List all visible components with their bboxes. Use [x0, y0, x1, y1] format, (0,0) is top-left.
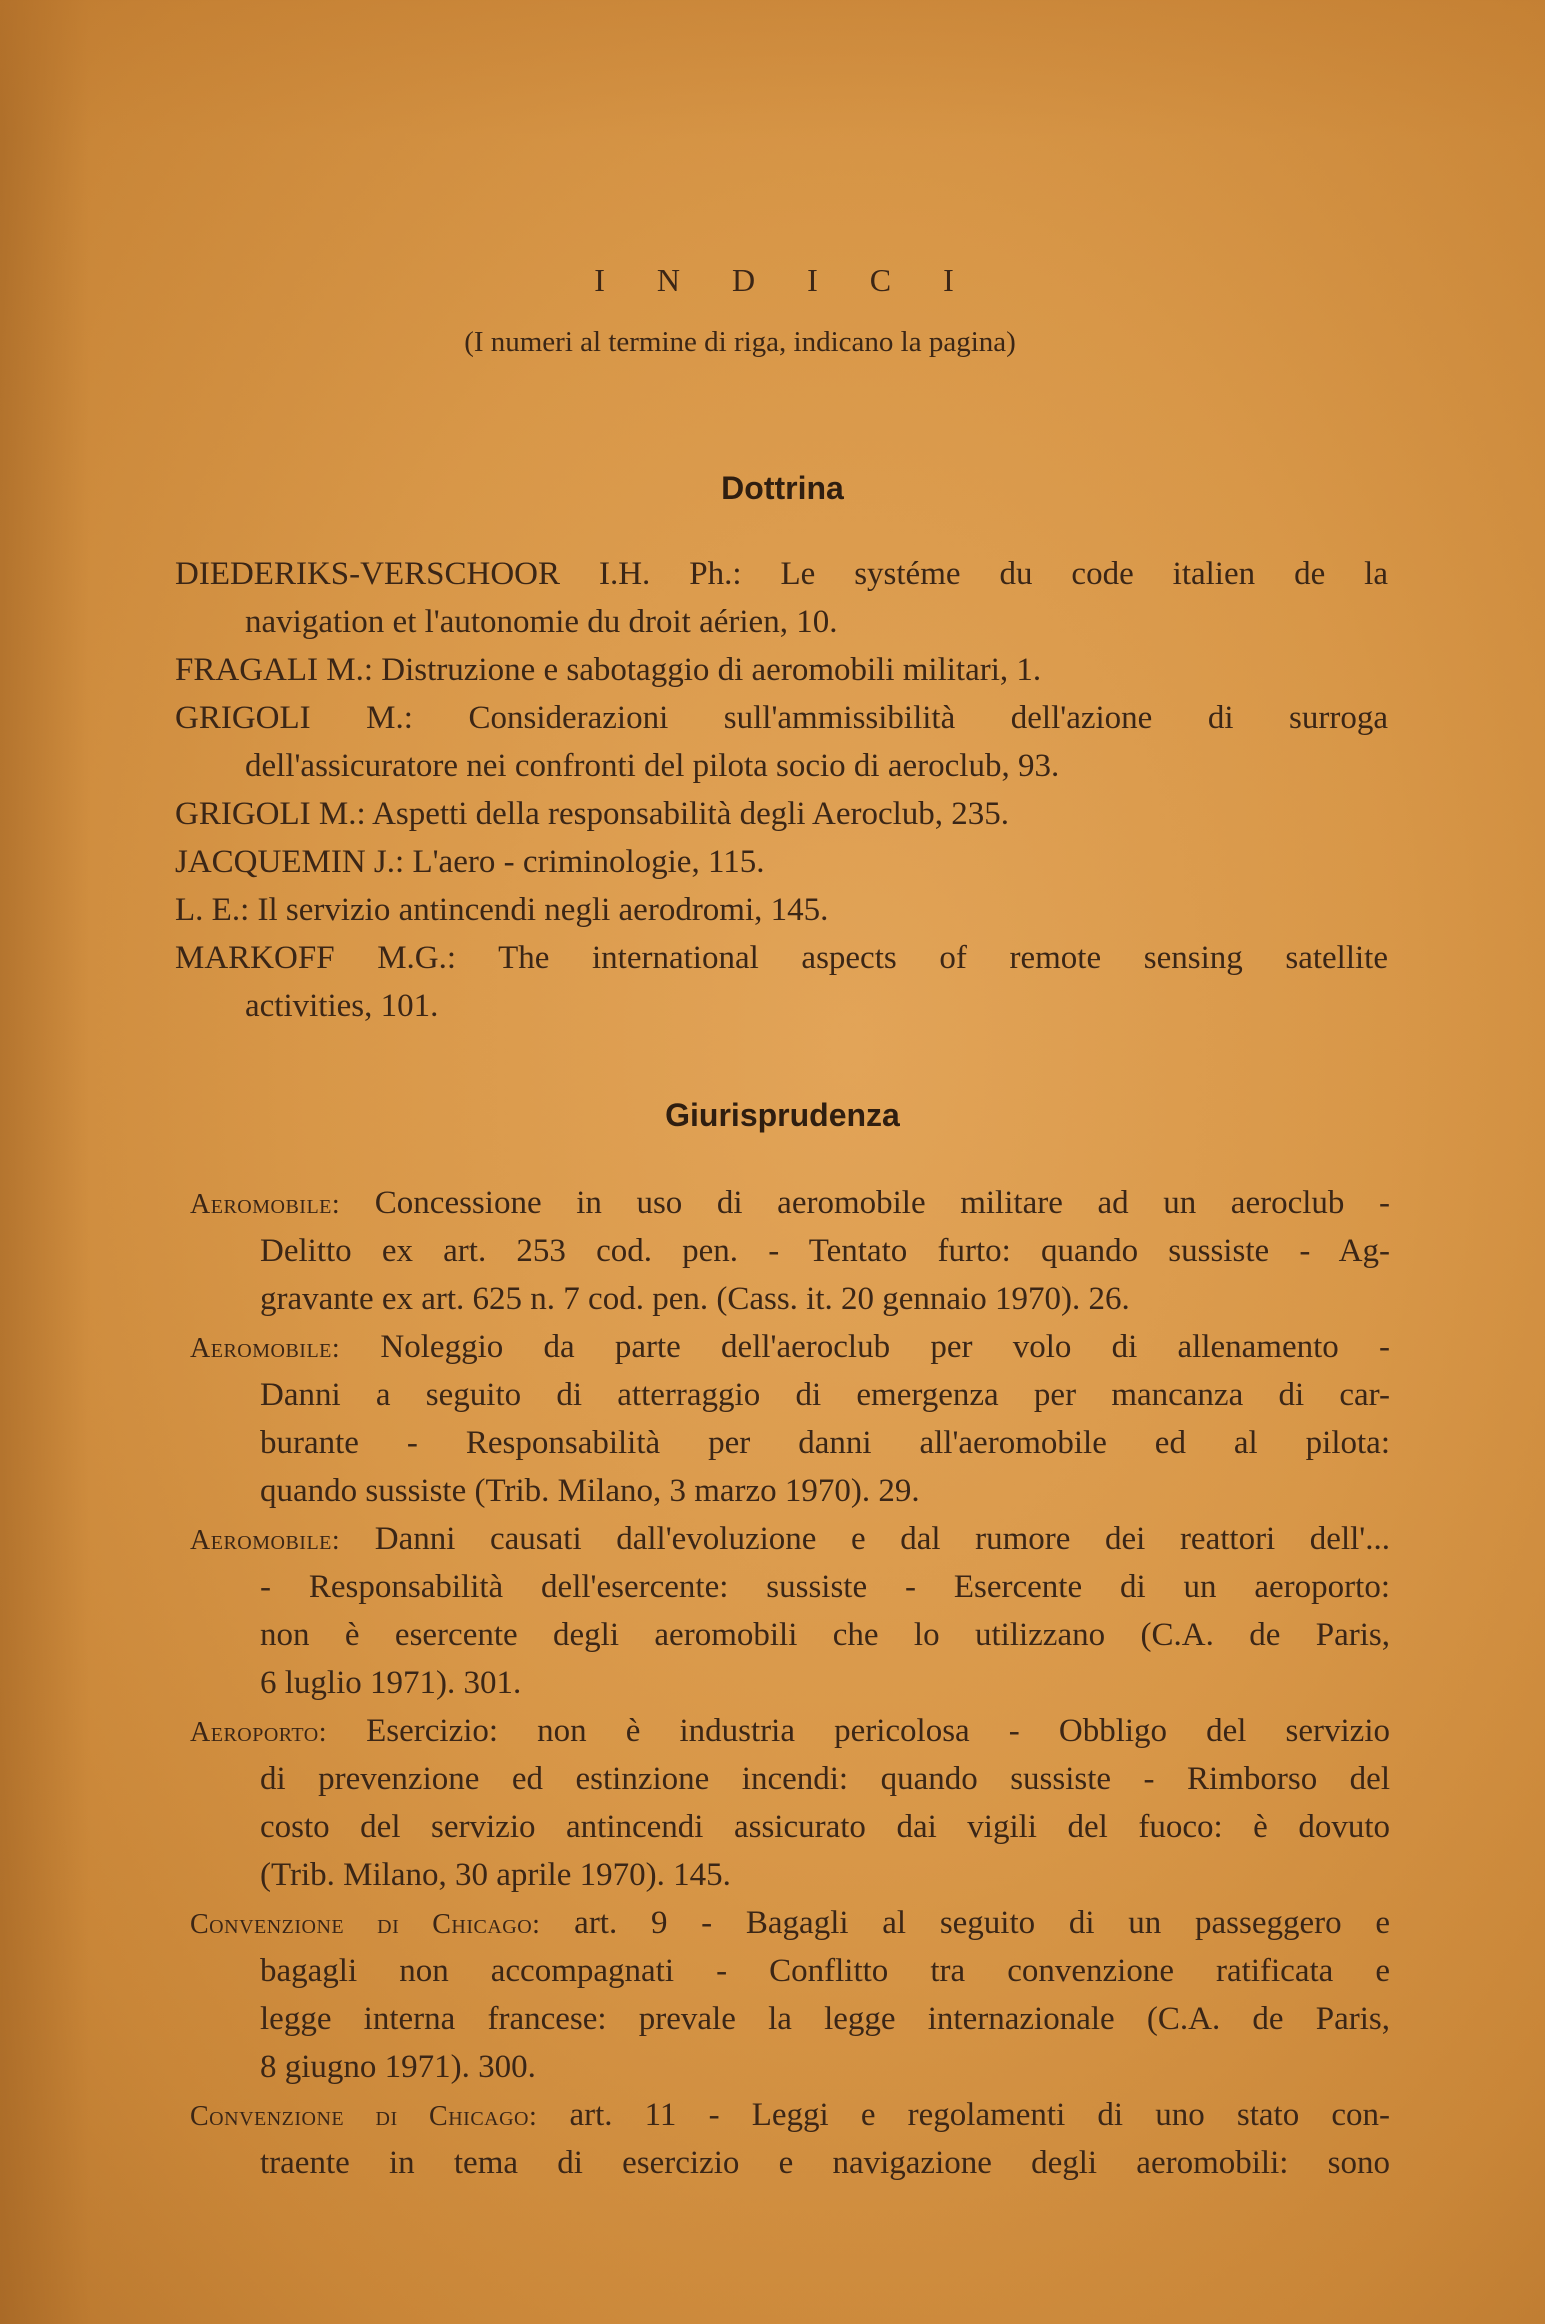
entry-lead: Aeromobile:: [190, 1189, 341, 1220]
index-entry: [175, 838, 1388, 886]
index-entry: [190, 2091, 1390, 2187]
page-shadow-top: [0, 0, 1545, 140]
entry-lead: GRIGOLI M.:: [175, 700, 413, 736]
entry-line: [190, 2043, 1390, 2091]
section-heading-giurisprudenza: Giurisprudenza: [665, 1097, 900, 1133]
entry-line: [190, 1899, 1390, 1947]
entry-text: L'aero - criminologie, 115.: [412, 844, 765, 880]
page-subtitle: (I numeri al termine di riga, indicano la pagina): [464, 326, 1016, 358]
entry-lead: FRAGALI M.:: [175, 652, 374, 688]
entry-text: (Trib. Milano, 30 aprile 1970). 145.: [260, 1857, 731, 1893]
entry-lead: GRIGOLI M.:: [175, 796, 366, 832]
dottrina-entry-list: [175, 550, 1388, 1030]
entry-text: Esercizio: non è industria pericolosa - Obbligo del servizio: [366, 1713, 1391, 1749]
index-entry: [190, 1323, 1390, 1515]
entry-text: Aspetti della responsabilità degli Aeroclub, 235.: [372, 796, 1010, 832]
entry-text: Distruzione e sabotaggio di aeromobili militari, 1.: [381, 652, 1042, 688]
index-entry: [175, 646, 1388, 694]
entry-text: 6 luglio 1971). 301.: [260, 1665, 522, 1701]
entry-text: costo del servizio antincendi assicurato dai vigili del fuoco: è dovuto: [260, 1809, 1390, 1845]
entry-lead: DIEDERIKS-VERSCHOOR I.H. Ph.:: [175, 556, 742, 592]
index-entry: [175, 934, 1388, 1030]
index-entry: [175, 886, 1388, 934]
entry-text: non è esercente degli aeromobili che lo utilizzano (C.A. de Paris,: [260, 1617, 1390, 1653]
giurisprudenza-entry-list: [190, 1179, 1390, 2187]
entry-line: [175, 598, 1388, 646]
entry-line: [190, 1467, 1390, 1515]
entry-line: [190, 2139, 1390, 2187]
entry-text: Concessione in uso di aeromobile militare ad un aeroclub -: [374, 1185, 1391, 1221]
entry-line: [175, 886, 1388, 934]
entry-line: [190, 1851, 1390, 1899]
entry-text: dell'assicuratore nei confronti del pilota socio di aeroclub, 93.: [245, 748, 1060, 784]
entry-line: [190, 1755, 1390, 1803]
entry-lead: Aeromobile:: [190, 1333, 341, 1364]
page-title: I N D I C I: [594, 262, 976, 298]
entry-text: Il servizio antincendi negli aerodromi, 145.: [257, 892, 829, 928]
index-entry: [175, 694, 1388, 790]
entry-lead: Convenzione di Chicago:: [190, 2101, 538, 2132]
entry-text: di prevenzione ed estinzione incendi: quando sussiste - Rimborso del: [260, 1761, 1390, 1797]
entry-line: [190, 1227, 1390, 1275]
entry-text: navigation et l'autonomie du droit aérien, 10.: [245, 604, 838, 640]
entry-line: [190, 1419, 1390, 1467]
index-entry: [190, 1707, 1390, 1899]
entry-text: Noleggio da parte dell'aeroclub per volo di allenamento -: [380, 1329, 1391, 1365]
entry-text: Le systéme du code italien de la: [780, 556, 1388, 592]
entry-text: Delitto ex art. 253 cod. pen. - Tentato furto: quando sussiste - Ag-: [260, 1233, 1390, 1269]
entry-line: [190, 1659, 1390, 1707]
entry-text: Considerazioni sull'ammissibilità dell'azione di surroga: [468, 700, 1388, 736]
entry-line: [175, 934, 1388, 982]
entry-text: activities, 101.: [245, 988, 439, 1024]
entry-line: [190, 1947, 1390, 1995]
entry-line: [190, 1179, 1390, 1227]
index-entry: [190, 1515, 1390, 1707]
entry-line: [190, 1275, 1390, 1323]
entry-text: traente in tema di esercizio e navigazione degli aeromobili: sono: [260, 2145, 1390, 2181]
entry-line: [175, 550, 1388, 598]
entry-lead: Aeroporto:: [190, 1717, 328, 1748]
section-heading-dottrina: Dottrina: [721, 470, 844, 506]
entry-line: [175, 790, 1388, 838]
entry-text: Danni a seguito di atterraggio di emergenza per mancanza di car-: [260, 1377, 1390, 1413]
entry-lead: Aeromobile:: [190, 1525, 341, 1556]
entry-lead: MARKOFF M.G.:: [175, 940, 457, 976]
index-entry: [175, 550, 1388, 646]
entry-line: [190, 2091, 1390, 2139]
entry-text: bagagli non accompagnati - Conflitto tra convenzione ratificata e: [260, 1953, 1390, 1989]
entry-line: [190, 1707, 1390, 1755]
index-entry: [190, 1899, 1390, 2091]
entry-lead: JACQUEMIN J.:: [175, 844, 405, 880]
entry-line: [175, 646, 1388, 694]
entry-line: [175, 694, 1388, 742]
entry-line: [190, 1995, 1390, 2043]
entry-line: [190, 1803, 1390, 1851]
index-entry: [190, 1179, 1390, 1323]
entry-text: gravante ex art. 625 n. 7 cod. pen. (Cass. it. 20 gennaio 1970). 26.: [260, 1281, 1130, 1317]
entry-text: The international aspects of remote sensing satellite: [498, 940, 1388, 976]
entry-line: [175, 982, 1388, 1030]
entry-text: legge interna francese: prevale la legge internazionale (C.A. de Paris,: [260, 2001, 1390, 2037]
entry-text: art. 9 - Bagagli al seguito di un passeggero e: [574, 1905, 1390, 1941]
entry-line: [190, 1515, 1390, 1563]
entry-line: [190, 1611, 1390, 1659]
entry-line: [190, 1563, 1390, 1611]
entry-line: [175, 742, 1388, 790]
entry-text: - Responsabilità dell'esercente: sussiste - Esercente di un aeroporto:: [260, 1569, 1390, 1605]
entry-line: [190, 1323, 1390, 1371]
entry-line: [175, 838, 1388, 886]
entry-text: art. 11 - Leggi e regolamenti di uno stato con-: [569, 2097, 1390, 2133]
entry-text: quando sussiste (Trib. Milano, 3 marzo 1970). 29.: [260, 1473, 920, 1509]
entry-lead: Convenzione di Chicago:: [190, 1909, 541, 1940]
entry-text: 8 giugno 1971). 300.: [260, 2049, 536, 2085]
entry-lead: L. E.:: [175, 892, 250, 928]
entry-line: [190, 1371, 1390, 1419]
index-entry: [175, 790, 1388, 838]
entry-text: burante - Responsabilità per danni all'aeromobile ed al pilota:: [260, 1425, 1390, 1461]
entry-text: Danni causati dall'evoluzione e dal rumore dei reattori dell'...: [374, 1521, 1390, 1557]
